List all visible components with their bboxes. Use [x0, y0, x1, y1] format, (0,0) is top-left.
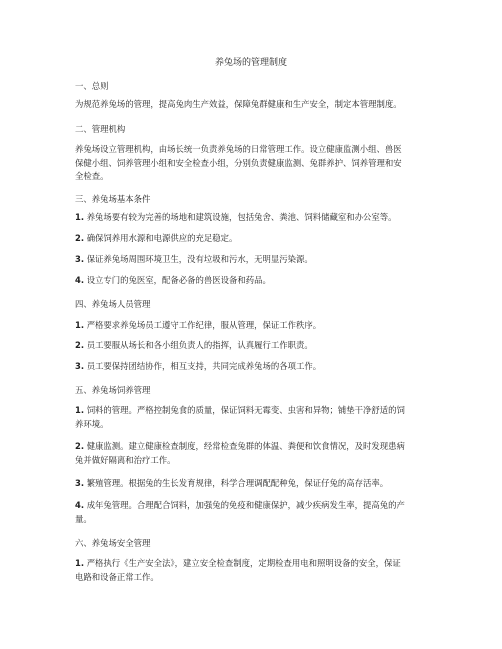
list-item: [75, 211, 430, 225]
section-6-heading: 六、养兔场安全管理: [75, 538, 151, 548]
section-5-heading: 五、养兔场饲养管理: [75, 385, 151, 395]
section-1-paragraph: 为规范养兔场的管理，提高兔肉生产效益，保障兔群健康和生产安全，制定本管理制度。: [75, 99, 402, 109]
item-number: 4.: [75, 275, 85, 285]
item-text: 健康监测。建立健康检查制度，经常检查兔群的体温、粪便和饮食情况，及时发现患病: [86, 441, 405, 451]
section-1-heading: 一、总则: [75, 81, 109, 91]
item-text: 繁殖管理。根据兔的生长发育规律，科学合理调配配种兔，保证仔兔的高存活率。: [86, 478, 389, 488]
list-item: [75, 253, 430, 267]
item-number: 1.: [75, 405, 85, 415]
item-number: 2.: [75, 340, 85, 350]
item-text: 成年兔管理。合理配合饲料，加强兔的免疫和健康保护，减少疾病发生率，提高兔的产: [86, 500, 405, 510]
list-item: [75, 360, 430, 374]
section-2-heading: 二、管理机构: [75, 124, 126, 134]
item-text: 设立专门的兔医室，配备必备的兽医设备和药品。: [86, 275, 271, 285]
list-item: [75, 404, 430, 431]
item-text: 严格要求养兔场员工遵守工作纪律，服从管理，保证工作秩序。: [86, 320, 322, 330]
paragraph-line: 养兔场设立管理机构，由场长统一负责养兔场的日常管理工作。设立健康监测小组、兽医: [75, 144, 402, 154]
item-number: 2.: [75, 441, 85, 451]
item-number: 3.: [75, 361, 85, 371]
item-number: 1.: [75, 558, 85, 568]
item-number: 3.: [75, 254, 85, 264]
item-text: 严格执行《生产安全法》，建立安全检查制度，定期检查用电和照明设备的安全，保证: [86, 558, 401, 568]
section-4-heading: 四、养兔场人员管理: [75, 299, 151, 309]
list-item: [75, 319, 430, 333]
item-text-continued: 电路和设备正常工作。: [75, 571, 159, 582]
list-item: [75, 339, 430, 353]
item-text: 养兔场要有较为完善的场地和建筑设施，包括兔舍、粪池、饲料储藏室和办公室等。: [86, 212, 397, 222]
item-text-continued: 量。: [75, 513, 92, 524]
item-number: 4.: [75, 500, 85, 510]
item-text: 保证养兔场周围环境卫生，没有垃圾和污水，无明显污染源。: [86, 254, 313, 264]
paragraph-line: 保健小组、饲养管理小组和安全检查小组，分别负责健康监测、兔群养护、饲养管理和安: [75, 157, 402, 168]
list-item: [75, 477, 430, 491]
list-item: [75, 232, 430, 246]
item-number: 2.: [75, 233, 85, 243]
list-item: [75, 499, 430, 526]
item-text-continued: 养环境。: [75, 418, 109, 429]
item-text: 饲料的管理。严格控制兔食的质量，保证饲料无霉变、虫害和异物；铺垫干净舒适的饲: [86, 405, 405, 415]
list-item: [75, 274, 430, 288]
list-item: [75, 440, 430, 467]
item-number: 1.: [75, 320, 85, 330]
list-item: [75, 557, 430, 584]
section-2-paragraph: [75, 143, 430, 184]
section-3-heading: 三、养兔场基本条件: [75, 194, 151, 204]
paragraph-line: 全检查。: [75, 171, 109, 182]
item-text: 员工要服从场长和各小组负责人的指挥，认真履行工作职责。: [86, 340, 313, 350]
item-number: 3.: [75, 478, 85, 488]
item-text-continued: 兔并做好隔离和治疗工作。: [75, 454, 176, 465]
document-title: 养兔场的管理制度: [214, 58, 287, 68]
item-text: 员工要保持团结协作，相互支持，共同完成养兔场的各项工作。: [86, 361, 322, 371]
item-text: 确保饲养用水源和电源供应的充足稳定。: [86, 233, 238, 243]
item-number: 1.: [75, 212, 85, 222]
